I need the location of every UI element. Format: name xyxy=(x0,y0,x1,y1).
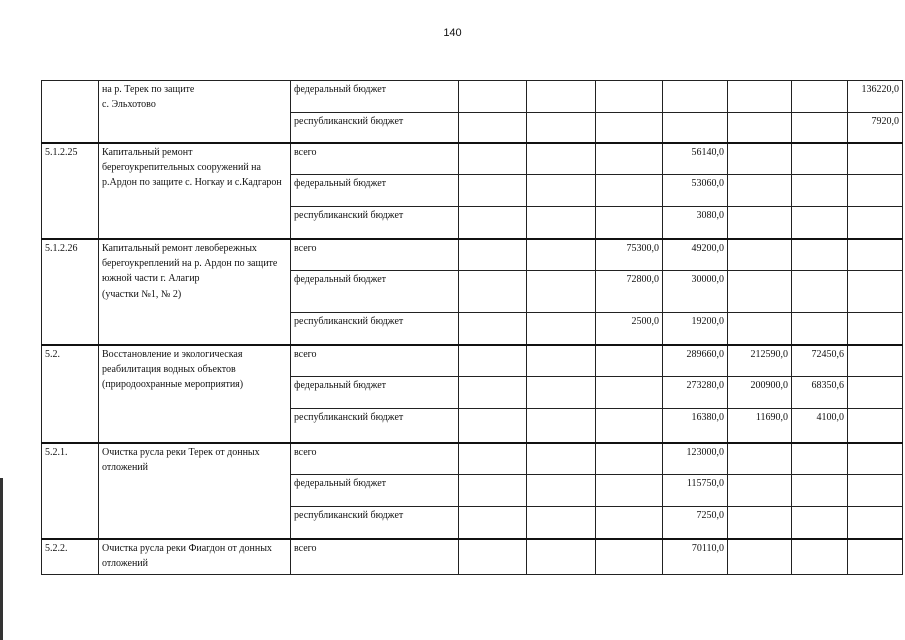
funding-source: всего xyxy=(291,443,459,475)
amount-cell xyxy=(848,475,903,507)
funding-source: республиканский бюджет xyxy=(291,207,459,239)
amount-cell xyxy=(596,409,663,443)
item-code: 5.2. xyxy=(42,345,99,443)
amount-cell: 212590,0 xyxy=(728,345,792,377)
amount-cell xyxy=(527,507,596,539)
amount-cell xyxy=(848,313,903,345)
amount-cell xyxy=(848,143,903,175)
amount-cell xyxy=(459,443,527,475)
amount-cell xyxy=(459,81,527,113)
amount-cell xyxy=(596,175,663,207)
amount-cell xyxy=(527,409,596,443)
item-name: Капитальный ремонт берегоукрепительных сооружений на р.Ардон по защите с. Ногкау и с.Кадгарон xyxy=(99,143,291,239)
amount-cell xyxy=(848,377,903,409)
amount-cell xyxy=(459,143,527,175)
amount-cell: 4100,0 xyxy=(792,409,848,443)
funding-source: всего xyxy=(291,239,459,271)
amount-cell xyxy=(459,313,527,345)
amount-cell xyxy=(527,175,596,207)
amount-cell: 200900,0 xyxy=(728,377,792,409)
amount-cell xyxy=(459,207,527,239)
amount-cell xyxy=(728,443,792,475)
amount-cell xyxy=(459,345,527,377)
amount-cell xyxy=(792,539,848,575)
amount-cell xyxy=(848,507,903,539)
table-row xyxy=(42,443,903,475)
amount-cell: 70110,0 xyxy=(663,539,728,575)
amount-cell xyxy=(459,175,527,207)
amount-cell xyxy=(596,143,663,175)
amount-cell xyxy=(663,81,728,113)
amount-cell: 7920,0 xyxy=(848,113,903,143)
scan-edge-mark xyxy=(0,478,3,640)
amount-cell xyxy=(728,539,792,575)
budget-table xyxy=(41,80,903,575)
amount-cell xyxy=(527,271,596,313)
budget-table-body xyxy=(42,81,903,575)
amount-cell xyxy=(848,271,903,313)
funding-source: федеральный бюджет xyxy=(291,377,459,409)
amount-cell xyxy=(792,143,848,175)
amount-cell: 123000,0 xyxy=(663,443,728,475)
amount-cell xyxy=(848,539,903,575)
funding-source: федеральный бюджет xyxy=(291,175,459,207)
amount-cell xyxy=(596,113,663,143)
table-row xyxy=(42,239,903,271)
funding-source: федеральный бюджет xyxy=(291,475,459,507)
funding-source: республиканский бюджет xyxy=(291,507,459,539)
amount-cell xyxy=(728,175,792,207)
amount-cell: 7250,0 xyxy=(663,507,728,539)
amount-cell xyxy=(596,443,663,475)
amount-cell xyxy=(596,539,663,575)
amount-cell: 289660,0 xyxy=(663,345,728,377)
amount-cell xyxy=(728,143,792,175)
funding-source: всего xyxy=(291,143,459,175)
amount-cell xyxy=(848,207,903,239)
amount-cell: 49200,0 xyxy=(663,239,728,271)
amount-cell: 30000,0 xyxy=(663,271,728,313)
item-name: Восстановление и экологическая реабилитация водных объектов (природоохранные мероприятия) xyxy=(99,345,291,443)
amount-cell: 19200,0 xyxy=(663,313,728,345)
amount-cell xyxy=(459,239,527,271)
funding-source: федеральный бюджет xyxy=(291,81,459,113)
amount-cell xyxy=(792,443,848,475)
amount-cell xyxy=(596,507,663,539)
amount-cell: 3080,0 xyxy=(663,207,728,239)
amount-cell xyxy=(527,143,596,175)
amount-cell xyxy=(459,113,527,143)
amount-cell xyxy=(792,207,848,239)
amount-cell xyxy=(527,475,596,507)
item-code: 5.2.1. xyxy=(42,443,99,539)
amount-cell xyxy=(728,239,792,271)
amount-cell: 68350,6 xyxy=(792,377,848,409)
amount-cell xyxy=(596,475,663,507)
table-row xyxy=(42,539,903,575)
amount-cell xyxy=(527,443,596,475)
amount-cell xyxy=(527,81,596,113)
amount-cell xyxy=(792,271,848,313)
amount-cell xyxy=(596,377,663,409)
amount-cell xyxy=(728,113,792,143)
amount-cell xyxy=(848,175,903,207)
amount-cell xyxy=(527,539,596,575)
amount-cell xyxy=(728,271,792,313)
amount-cell: 56140,0 xyxy=(663,143,728,175)
amount-cell: 2500,0 xyxy=(596,313,663,345)
amount-cell xyxy=(792,507,848,539)
funding-source: республиканский бюджет xyxy=(291,113,459,143)
amount-cell xyxy=(527,345,596,377)
amount-cell xyxy=(596,345,663,377)
funding-source: всего xyxy=(291,345,459,377)
amount-cell xyxy=(848,345,903,377)
amount-cell xyxy=(728,475,792,507)
amount-cell: 72450,6 xyxy=(792,345,848,377)
amount-cell xyxy=(792,239,848,271)
amount-cell: 115750,0 xyxy=(663,475,728,507)
amount-cell: 75300,0 xyxy=(596,239,663,271)
amount-cell xyxy=(728,207,792,239)
funding-source: федеральный бюджет xyxy=(291,271,459,313)
amount-cell: 53060,0 xyxy=(663,175,728,207)
amount-cell: 16380,0 xyxy=(663,409,728,443)
amount-cell: 72800,0 xyxy=(596,271,663,313)
amount-cell xyxy=(459,539,527,575)
amount-cell xyxy=(848,443,903,475)
item-name: Очистка русла реки Терек от донных отложений xyxy=(99,443,291,539)
funding-source: всего xyxy=(291,539,459,575)
amount-cell xyxy=(596,81,663,113)
amount-cell xyxy=(527,313,596,345)
amount-cell xyxy=(663,113,728,143)
item-name: Капитальный ремонт левобережных берегоукреплений на р. Ардон по защите южной части г. Алагир (участки №1, № 2) xyxy=(99,239,291,345)
amount-cell xyxy=(527,113,596,143)
amount-cell xyxy=(459,409,527,443)
amount-cell xyxy=(596,207,663,239)
amount-cell: 273280,0 xyxy=(663,377,728,409)
item-code xyxy=(42,81,99,143)
amount-cell xyxy=(527,207,596,239)
amount-cell xyxy=(728,313,792,345)
item-code: 5.2.2. xyxy=(42,539,99,575)
amount-cell xyxy=(527,239,596,271)
amount-cell xyxy=(848,409,903,443)
page-number: 140 xyxy=(443,27,462,39)
item-code: 5.1.2.25 xyxy=(42,143,99,239)
amount-cell xyxy=(459,271,527,313)
amount-cell xyxy=(848,239,903,271)
table-row xyxy=(42,81,903,113)
amount-cell xyxy=(792,113,848,143)
amount-cell xyxy=(792,475,848,507)
table-row xyxy=(42,143,903,175)
amount-cell xyxy=(792,175,848,207)
amount-cell xyxy=(728,507,792,539)
funding-source: республиканский бюджет xyxy=(291,313,459,345)
amount-cell xyxy=(459,377,527,409)
amount-cell: 11690,0 xyxy=(728,409,792,443)
table-row xyxy=(42,345,903,377)
amount-cell xyxy=(728,81,792,113)
amount-cell: 136220,0 xyxy=(848,81,903,113)
amount-cell xyxy=(527,377,596,409)
amount-cell xyxy=(459,507,527,539)
item-name: на р. Терек по защите с. Эльхотово xyxy=(99,81,291,143)
amount-cell xyxy=(459,475,527,507)
amount-cell xyxy=(792,313,848,345)
item-name: Очистка русла реки Фиагдон от донных отложений xyxy=(99,539,291,575)
item-code: 5.1.2.26 xyxy=(42,239,99,345)
funding-source: республиканский бюджет xyxy=(291,409,459,443)
amount-cell xyxy=(792,81,848,113)
